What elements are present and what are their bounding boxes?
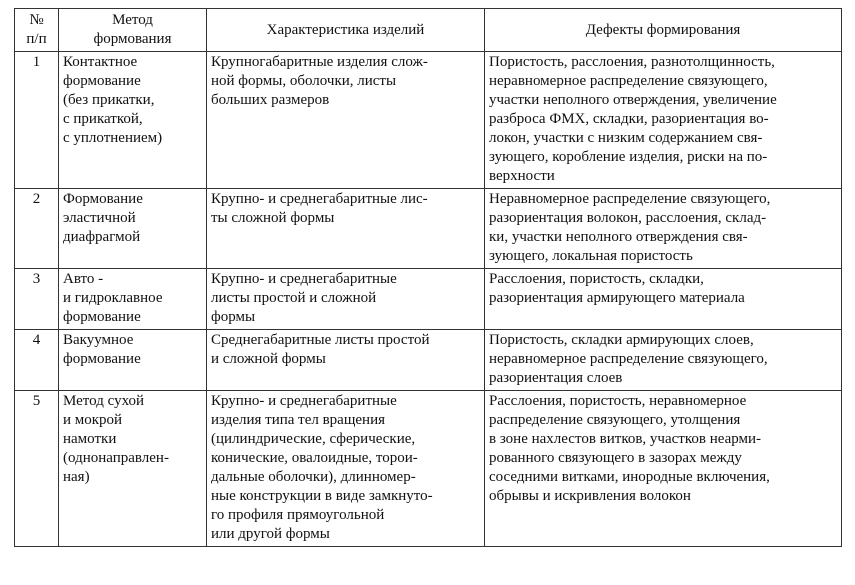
row-method: Формование эластичной диафрагмой [59, 189, 207, 269]
row-defects: Расслоения, пористость, складки, разориентация армирующего материала [485, 269, 842, 330]
row-defects: Расслоения, пористость, неравномерное распределение связующего, утолщения в зоне нахлестов витков, участков неарми- рованного связующего в зазорах между соседними витками, инородные включения, обрывы и искривления волокон [485, 391, 842, 547]
row-method: Авто - и гидроклавное формование [59, 269, 207, 330]
row-number: 2 [15, 189, 59, 269]
row-method: Метод сухой и мокрой намотки (однонаправлен- ная) [59, 391, 207, 547]
header-method: Метод формования [59, 9, 207, 52]
table-header-row [15, 9, 842, 52]
row-number: 5 [15, 391, 59, 547]
row-defects: Неравномерное распределение связующего, разориентация волокон, расслоения, склад- ки, участки неполного отверждения свя- зующего, локальная пористость [485, 189, 842, 269]
table-row [15, 391, 842, 547]
header-number: № п/п [15, 9, 59, 52]
row-number: 3 [15, 269, 59, 330]
table-row [15, 52, 842, 189]
row-characteristic: Крупно- и среднегабаритные изделия типа тел вращения (цилиндрические, сферические, конические, овалоидные, торои- дальные оболочки), длинномер- ные конструкции в виде замкнуто- го профиля прямоугольной или другой формы [207, 391, 485, 547]
table-row [15, 189, 842, 269]
row-defects: Пористость, расслоения, разнотолщинность, неравномерное распределение связующего, участки неполного отверждения, увеличение разброса ФМХ, складки, разориентация во- локон, участки с низким содержанием свя- зующего, коробление изделия, риски на по- верхности [485, 52, 842, 189]
row-characteristic: Среднегабаритные листы простой и сложной формы [207, 330, 485, 391]
row-method: Контактное формование (без прикатки, с прикаткой, с уплотнением) [59, 52, 207, 189]
table-row [15, 330, 842, 391]
row-defects: Пористость, складки армирующих слоев, неравномерное распределение связующего, разориентация слоев [485, 330, 842, 391]
forming-methods-table [14, 8, 842, 547]
row-method: Вакуумное формование [59, 330, 207, 391]
row-number: 4 [15, 330, 59, 391]
header-defects: Дефекты формирования [485, 9, 842, 52]
row-characteristic: Крупно- и среднегабаритные листы простой и сложной формы [207, 269, 485, 330]
table-row [15, 269, 842, 330]
header-characteristic: Характеристика изделий [207, 9, 485, 52]
row-number: 1 [15, 52, 59, 189]
row-characteristic: Крупно- и среднегабаритные лис- ты сложной формы [207, 189, 485, 269]
row-characteristic: Крупногабаритные изделия слож- ной формы, оболочки, листы больших размеров [207, 52, 485, 189]
